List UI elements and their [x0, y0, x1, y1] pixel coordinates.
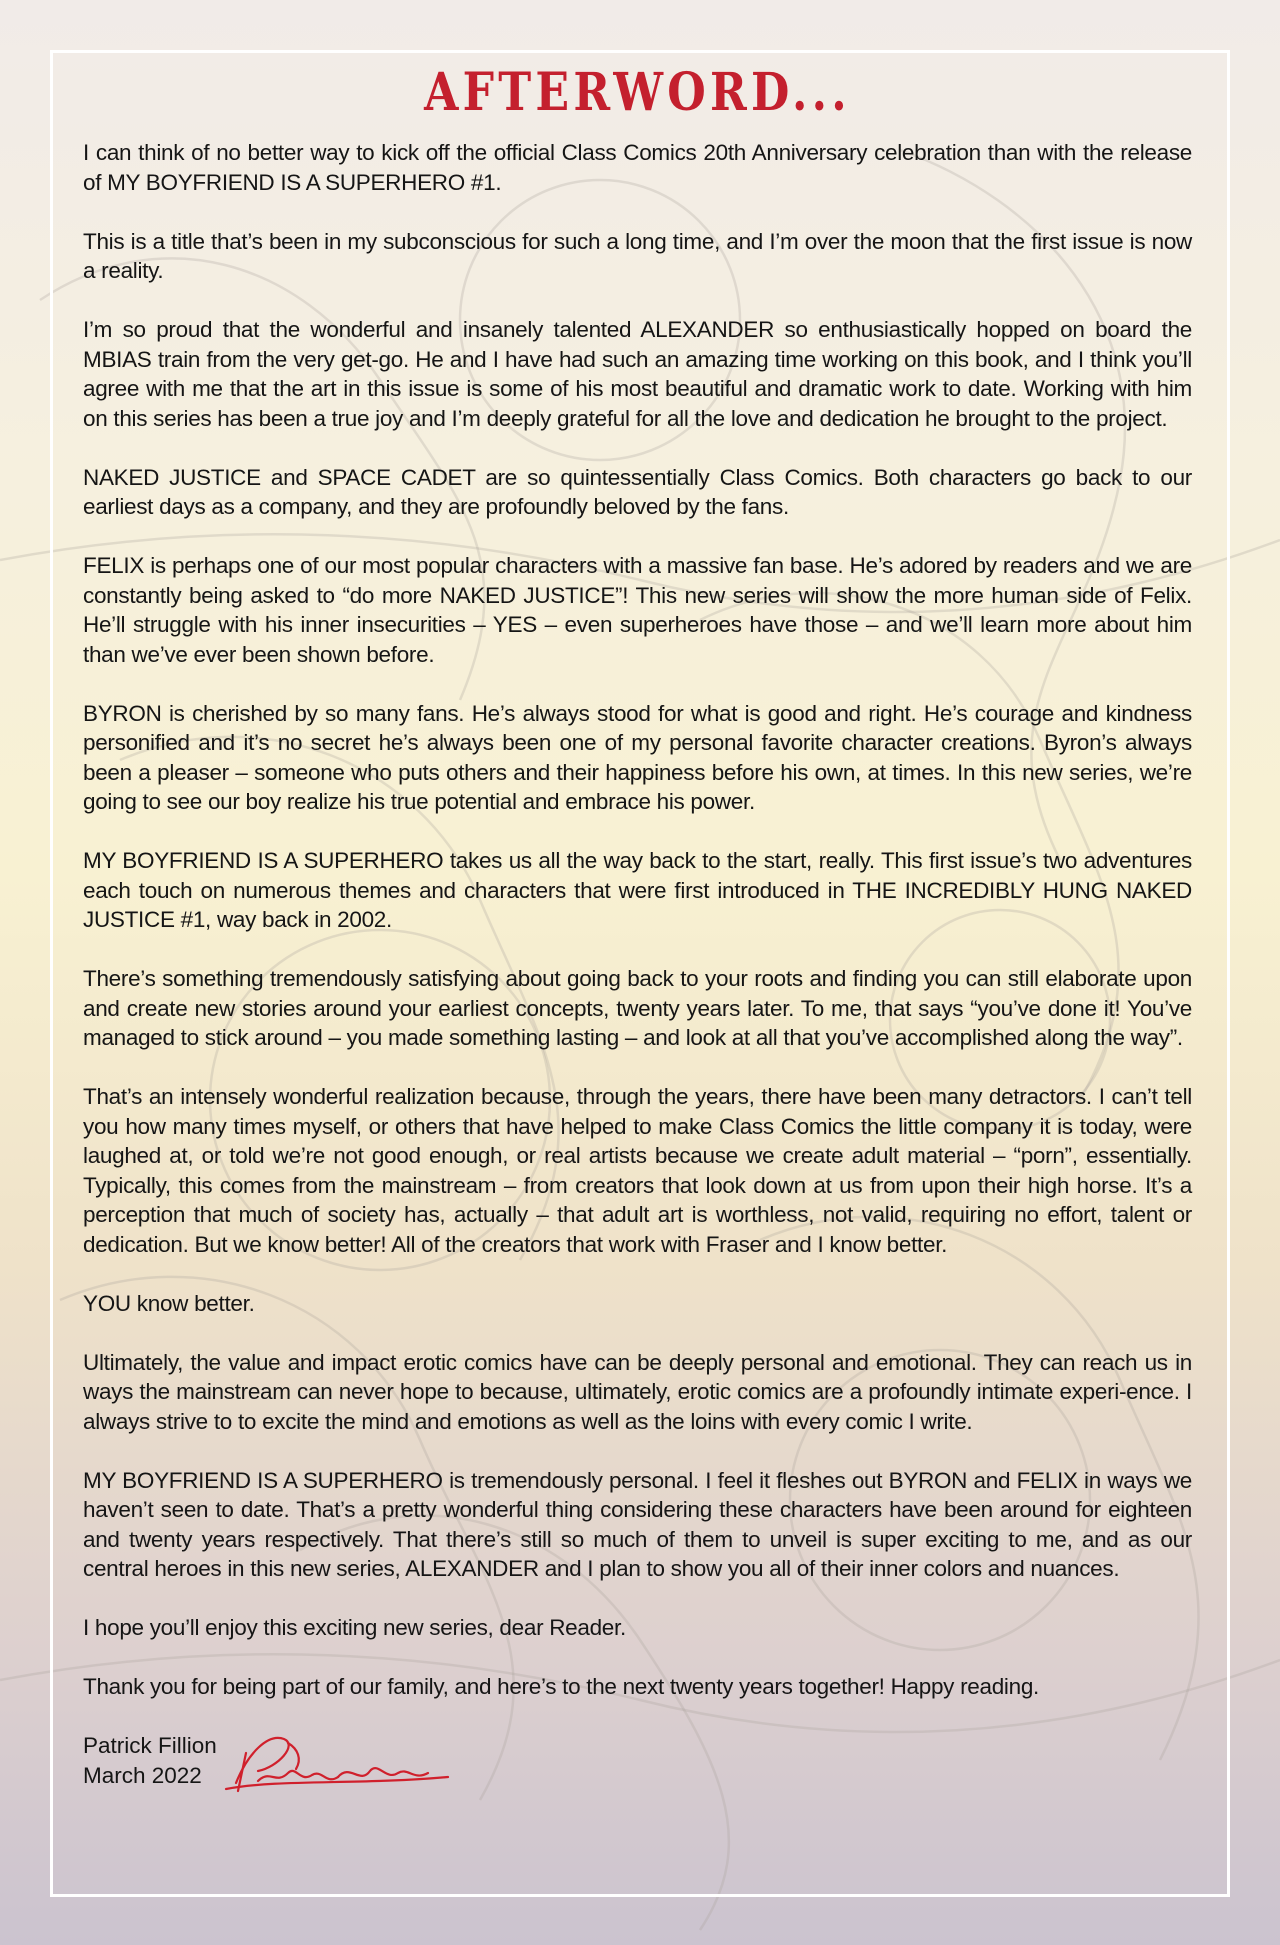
paragraph: NAKED JUSTICE and SPACE CADET are so quintessentially Class Comics. Both characters go back to our earliest days as a company, and they are profoundly beloved by the fans.	[83, 464, 1192, 519]
paragraph: YOU know better.	[83, 1290, 255, 1316]
paragraph: FELIX is perhaps one of our most popular characters with a massive fan base. He’s adored by readers and we are constantly being asked to “do more NAKED JUSTICE”! This new series will show the more human side of Felix. He’ll struggle with his inner insecurities – YES – even superheroes have those – and we’ll learn more about him than we’ve ever been shown before.	[83, 553, 1192, 667]
paragraph: MY BOYFRIEND IS A SUPERHERO takes us all the way back to the start, really. This first issue’s two adventures each touch on numerous themes and characters that were first introduced in THE INCREDIBLY HUNG NAKED JUSTICE #1, way back in 2002.	[83, 848, 1192, 932]
paragraph: That’s an intensely wonderful realization because, through the years, there have been many detractors. I can’t tell you how many times myself, or others that have helped to make Class Comics the little company it is today, were laughed at, or told we’re not good enough, or real artists because we create adult material – “porn”, essentially. Typically, this comes from the mainstream – from creators that look down at us from upon their high horse. It’s a perception that much of society has, actually – that adult art is worthless, not valid, requiring no effort, talent or dedication. But we know better! All of the creators that work with Fraser and I know better.	[83, 1084, 1192, 1257]
paragraph: I’m so proud that the wonderful and insanely talented ALEXANDER so enthusiastically hopped on board the MBIAS train from the very get-go. He and I have had such an amazing time working on this book, and I think you’ll agree with me that the art in this issue is some of his most beautiful and dramatic work to date. Working with him on this series has been a true joy and I’m deeply grateful for all the love and dedication he brought to the project.	[83, 317, 1192, 431]
signoff-date: March 2022	[83, 1762, 202, 1788]
paragraph: Ultimately, the value and impact erotic comics have can be deeply personal and emotional. They can reach us in ways the mainstream can never hope to because, ultimately, erotic comics are a profoundly intimate experi-ence. I always strive to to excite the mind and emotions as well as the loins with every comic I write.	[83, 1349, 1192, 1434]
handwritten-signature	[218, 1723, 458, 1801]
paragraph: There’s something tremendously satisfying about going back to your roots and finding you can still elaborate upon and create new stories around your earliest concepts, twenty years later. To me, that says “you’ve done it! You’ve managed to stick around – you made something lasting – and look at all that you’ve accomplished along the way”.	[83, 966, 1192, 1050]
paragraph: I hope you’ll enjoy this exciting new series, dear Reader.	[83, 1615, 626, 1640]
paragraph: BYRON is cherished by so many fans. He’s always stood for what is good and right. He’s courage and kindness personified and it’s no secret he’s always been one of my personal favorite character creations. Byron’s always been a pleaser – someone who puts others and their happiness before his own, at times. In this new series, we’re going to see our boy realize his true potential and embrace his power.	[83, 700, 1192, 814]
paragraph: MY BOYFRIEND IS A SUPERHERO is tremendously personal. I feel it fleshes out BYRON and FELIX in ways we haven’t seen to date. That’s a pretty wonderful thing considering these characters have been around for eighteen and twenty years respectively. That there’s still so much of them to unveil is super exciting to me, and as our central heroes in this new series, ALEXANDER and I plan to show you all of their inner colors and nuances.	[83, 1467, 1192, 1581]
paragraph: Thank you for being part of our family, and here’s to the next twenty years together! Happy reading.	[83, 1674, 1039, 1699]
page-title: AFTERWORD...	[424, 62, 851, 123]
paragraph: This is a title that’s been in my subconscious for such a long time, and I’m over the moon that the first issue is now a reality.	[83, 228, 1192, 283]
paragraph: I can think of no better way to kick off the official Class Comics 20th Anniversary celebration than with the release of MY BOYFRIEND IS A SUPERHERO #1.	[83, 140, 1192, 195]
signoff	[83, 1731, 1192, 1790]
author-name: Patrick Fillion	[83, 1733, 217, 1758]
afterword-body	[83, 58, 1192, 1790]
